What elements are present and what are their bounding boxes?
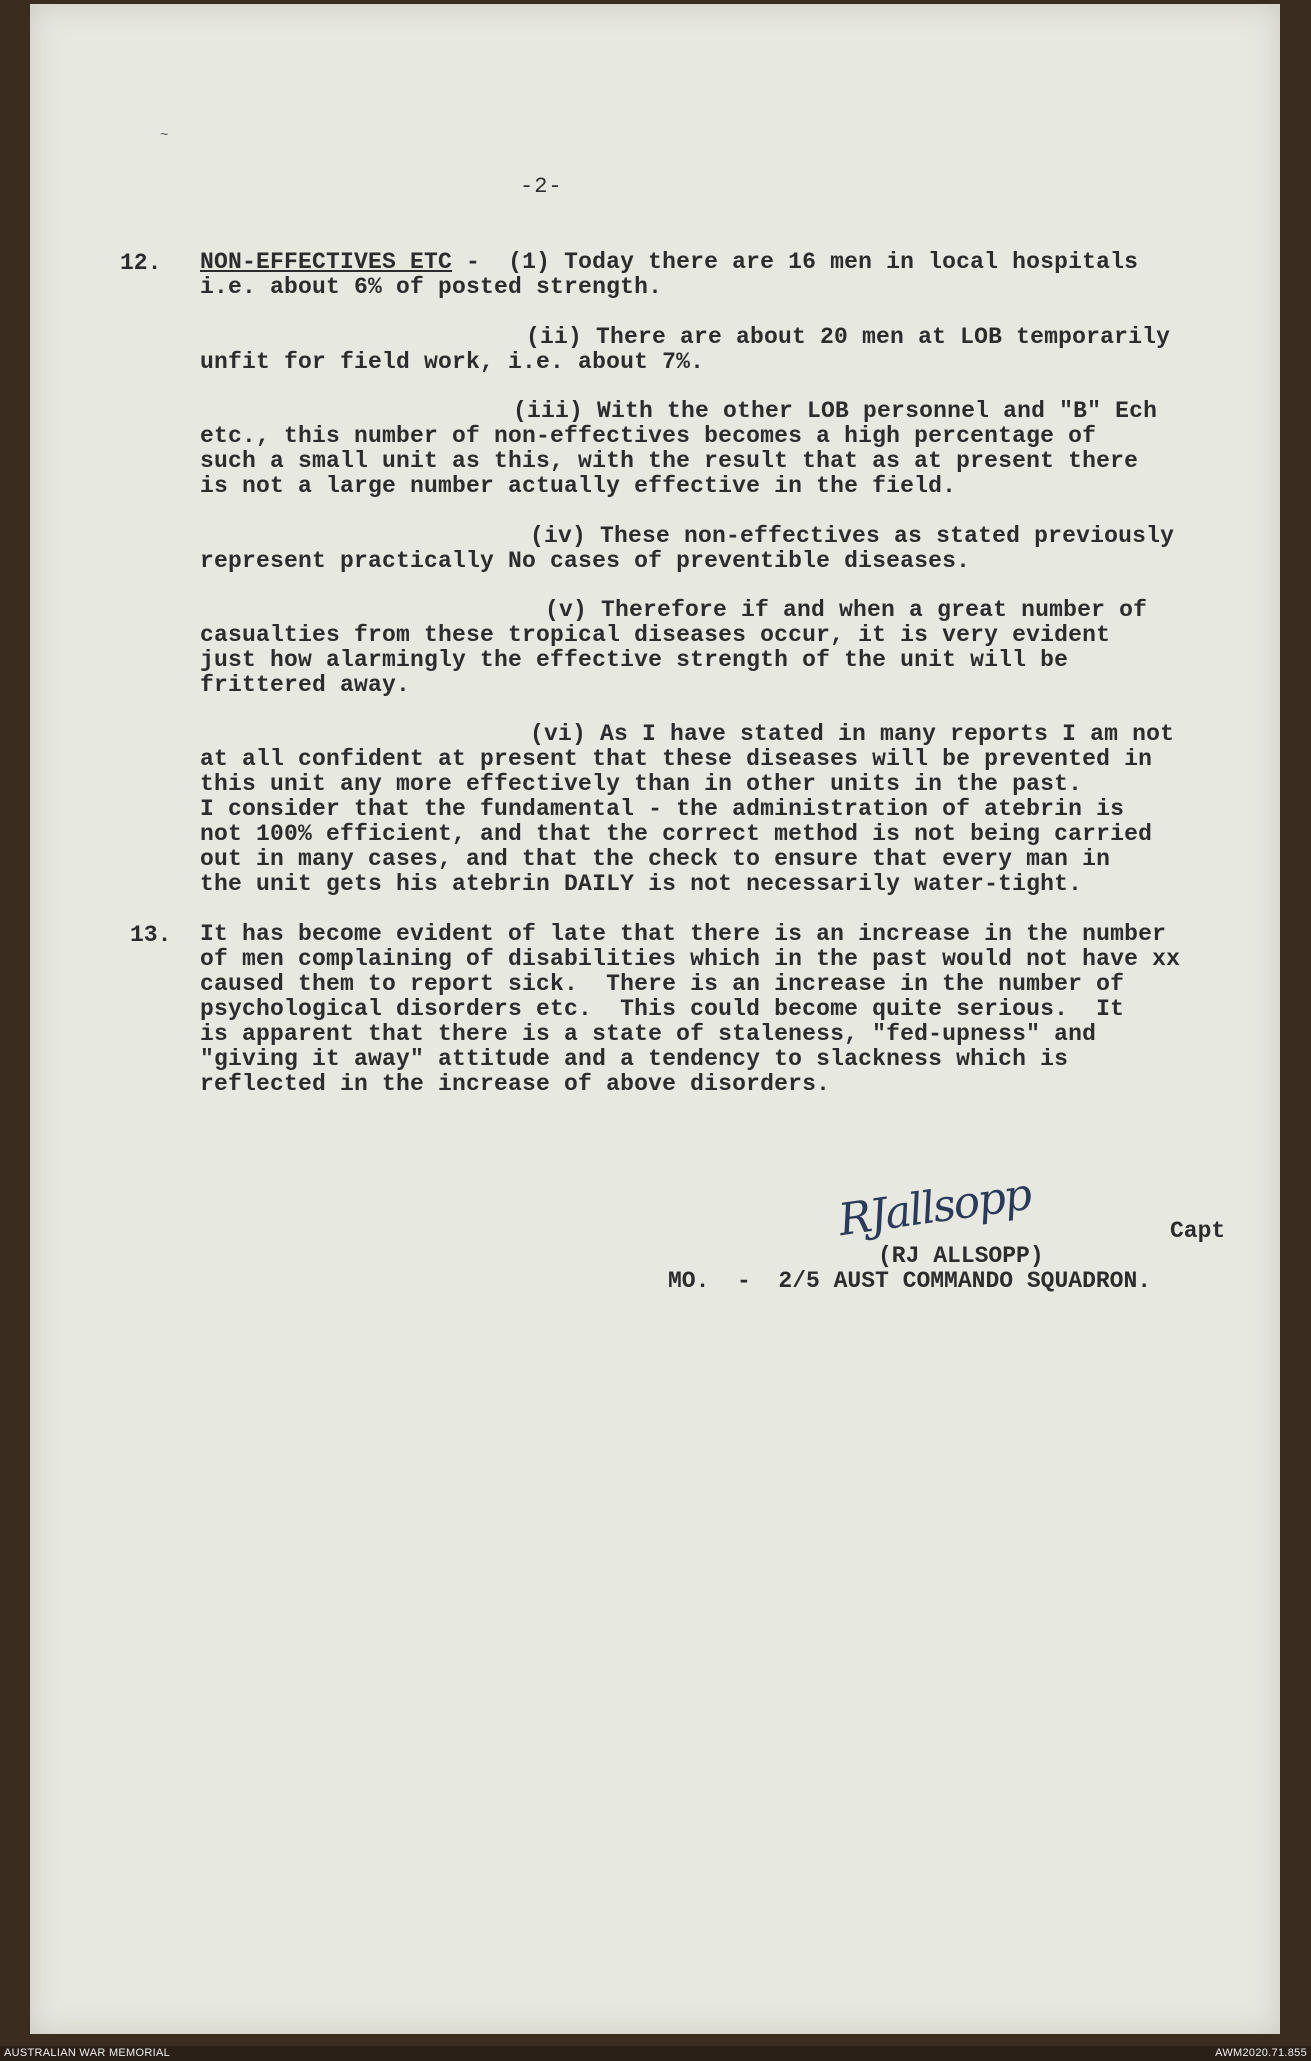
item-12-p3-line1: (iii) With the other LOB personnel and "B" Ech [513,398,1158,424]
item-13-number: 13. [130,922,172,948]
item-13-line1: It has become evident of late that there is an increase in the number [200,921,1167,947]
item-13-line7: reflected in the increase of above disorders. [200,1071,831,1097]
item-12-p3-line2: etc., this number of non-effectives becomes a high percentage of [200,423,1097,449]
item-13-line3: caused them to report sick. There is an increase in the number of [200,971,1125,997]
item-13-line2: of men complaining of disabilities which in the past would not have xx [200,946,1181,972]
item-12-p2-line1: (ii) There are about 20 men at LOB temporarily [526,324,1171,350]
pen-mark: ~ [160,128,169,144]
item-12-heading: NON-EFFECTIVES ETC [200,249,453,275]
item-12-dash: - [452,249,481,275]
signature-rank: Capt [1170,1218,1226,1244]
item-13-line5: is apparent that there is a state of staleness, "fed-upness" and [200,1021,1097,1047]
item-12-p4-line1: (iv) These non-effectives as stated previously [530,523,1175,549]
item-12-p6-line4: I consider that the fundamental - the administration of atebrin is [200,796,1125,822]
signature-name: (RJ ALLSOPP) [878,1243,1044,1269]
item-12-p6-line6: out in many cases, and that the check to ensure that every man in [200,846,1111,872]
item-12-p5-line4: frittered away. [200,672,411,698]
item-12-p5-line2: casualties from these tropical diseases occur, it is very evident [200,622,1111,648]
item-12-number: 12. [120,250,162,276]
item-12-p5-line3: just how alarmingly the effective strength of the unit will be [200,647,1069,673]
page-number: -2- [520,174,563,199]
item-12-p6-line7: the unit gets his atebrin DAILY is not necessarily water-tight. [200,871,1083,897]
footer-archive-name: AUSTRALIAN WAR MEMORIAL [4,2047,171,2059]
item-12-p1-line1-text: (1) Today there are 16 men in local hospitals [480,249,1139,275]
item-12-p6-line2: at all confident at present that these diseases will be prevented in [200,746,1153,772]
item-13-line6: "giving it away" attitude and a tendency to slackness which is [200,1046,1069,1072]
item-12-p1-line2: i.e. about 6% of posted strength. [200,274,663,300]
signature-unit: MO. - 2/5 AUST COMMANDO SQUADRON. [668,1268,1152,1294]
item-12-p3-line3: such a small unit as this, with the result that as at present there [200,448,1139,474]
item-12-p2-line2: unfit for field work, i.e. about 7%. [200,349,705,375]
item-12-p4-line2: represent practically No cases of preventible diseases. [200,548,971,574]
footer-accession-number: AWM2020.71.855 [1215,2047,1307,2059]
item-12-p6-line3: this unit any more effectively than in other units in the past. [200,771,1083,797]
item-12-p6-line5: not 100% efficient, and that the correct method is not being carried [200,821,1153,847]
item-13-line4: psychological disorders etc. This could become quite serious. It [200,996,1125,1022]
item-12-p1-line1 [200,250,1138,275]
handwritten-signature: RJallsopp [835,1168,1034,1247]
item-12-p3-line4: is not a large number actually effective in the field. [200,473,957,499]
item-12-p6-line1: (vi) As I have stated in many reports I am not [530,721,1175,747]
item-12-p5-line1: (v) Therefore if and when a great number of [545,597,1148,623]
